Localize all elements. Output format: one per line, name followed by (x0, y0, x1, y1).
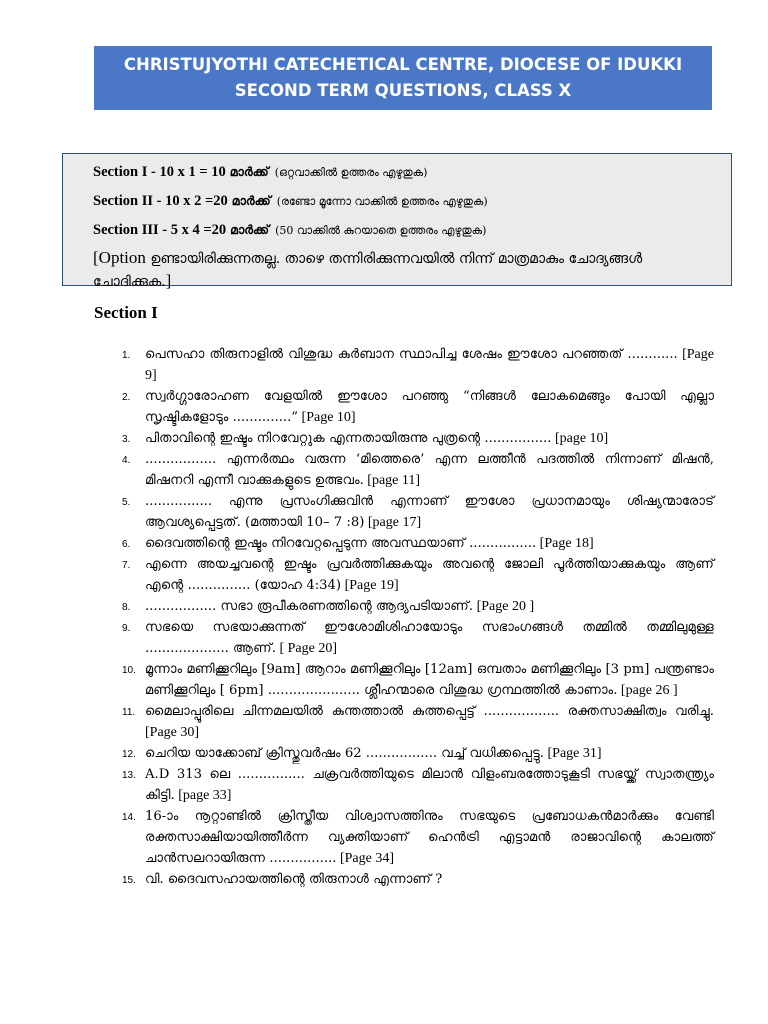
question-item: 6. ദൈവത്തിന്റെ ഇഷ്ടം നിറവേറ്റപ്പെടുന്ന അവസ്ഥയാണ് ................ [Page 18] (122, 536, 594, 551)
question-item: 8. ................. സഭാ രൂപീകരണത്തിന്റെ ആദ്യപടിയാണ്. [Page 20 ] (122, 599, 535, 614)
question-item: 13. A.D 313 ലെ ................ ചക്രവർത്തിയുടെ മിലാൻ വിളംബരത്തോടുകൂടി സഭയ്ക്ക് സ്വാതന്ത്ര്യം കിട്ടി. [page 33] (122, 767, 714, 803)
question-item: 4. ................. എന്നർത്ഥം വരുന്ന ‘മിത്തെരെ’ എന്ന ലത്തീൻ പദത്തിൽ നിന്നാണ് മിഷൻ, മിഷനറി എന്നീ വാക്കുകളുടെ ഉത്ഭവം. [page 11] (122, 452, 714, 488)
marks-row-section-3: Section III - 5 x 4 =20 മാർക്ക് (50 വാക്കിൽ കുറയാതെ ഉത്തരം എഴുതുക) (93, 222, 487, 238)
question-item: 15. വി. ദൈവസഹായത്തിന്റെ തിരുനാൾ എന്നാണ് ? (122, 872, 443, 887)
marks-row-section-2: Section II - 10 x 2 =20 മാർക്ക് (രണ്ടോ മൂന്നോ വാക്കിൽ ഉത്തരം എഴുതുക) (93, 193, 488, 209)
section-title: Section I (94, 303, 158, 322)
question-item: 9. സഭയെ സഭയാക്കുന്നത് ഈശോമിശിഹായോടും സഭാംഗങ്ങൾ തമ്മിൽ തമ്മിലുമുള്ള .................... ആണ്. [ Page 20] (122, 620, 714, 656)
question-item: 7. എന്നെ അയച്ചവന്റെ ഇഷ്ടം പ്രവർത്തിക്കുകയും അവന്റെ ജോലി പൂർത്തിയാക്കുകയും ആണ് എന്റെ ............... (യോഹ 4:34) [Page 19] (122, 557, 714, 593)
option-note: [Option ഉണ്ടായിരിക്കുന്നതല്ല. താഴെ തന്നിരിക്കുന്നവയിൽ നിന്ന് മാത്രമാകും ചോദ്യങ്ങൾ ചോദിക്കുക.] (93, 248, 643, 290)
question-item: 5. ................ എന്നു പ്രസംഗിക്കുവിൻ എന്നാണ് ഈശോ പ്രധാനമായും ശിഷ്യന്മാരോട് ആവശ്യപ്പെട്ടത്. (മത്തായി 10– 7 :8) [page 17] (122, 494, 714, 530)
question-item: 12. ചെറിയ യാക്കോബ് ക്രിസ്തുവർഷം 62 ................. വച്ച് വധിക്കപ്പെട്ടു. [Page 31] (122, 746, 602, 761)
header-line-2: SECOND TERM QUESTIONS, CLASS X (234, 81, 572, 100)
question-item: 10. മൂന്നാം മണിക്കൂറിലും [9am] ആറാം മണിക്കൂറിലും [12am] ഒമ്പതാം മണിക്കൂറിലും [3 pm] പന്ത്രണ്ടാം മണിക്കൂറിലും [ 6pm] ...................... ശ്ലീഹന്മാരെ വിശുദ്ധ ഗ്രന്ഥത്തിൽ കാണാം. [page 26 ] (122, 662, 714, 698)
document-header (94, 46, 712, 110)
marks-row-section-1: Section I - 10 x 1 = 10 മാർക്ക് (ഒറ്റവാക്കിൽ ഉത്തരം എഴുതുക) (93, 164, 428, 180)
question-item: 11. മൈലാപ്പൂരിലെ ചിന്നമലയിൽ കുന്തത്താൽ കുത്തപ്പെട്ട് .................. രക്തസാക്ഷിത്വം വരിച്ചു. [Page 30] (122, 704, 714, 740)
question-list (94, 344, 714, 890)
question-item: 14. 16-ാം നൂറ്റാണ്ടിൽ ക്രിസ്തീയ വിശ്വാസത്തിനും സഭയുടെ പ്രബോധകൻമാർക്കും വേണ്ടി രക്തസാക്ഷിയായിത്തീർന്ന വ്യക്തിയാണ് ഹെൻട്രി എട്ടാമൻ രാജാവിന്റെ കാലത്ത് ചാൻസലറായിരുന്ന ................ [Page 34] (122, 809, 714, 866)
question-item: 3. പിതാവിന്റെ ഇഷ്ടം നിറവേറ്റുക എന്നതായിരുന്നു പുത്രന്റെ ................ [page 10] (122, 431, 609, 446)
header-line-1: CHRISTUJYOTHI CATECHETICAL CENTRE, DIOCESE OF IDUKKI (123, 55, 683, 74)
question-item: 2. സ്വർഗ്ഗാരോഹണ വേളയിൽ ഈശോ പറഞ്ഞു “നിങ്ങൾ ലോകമെങ്ങും പോയി എല്ലാ സൃഷ്ടികളോടും ..............” [Page 10] (122, 389, 714, 425)
marks-scheme-box (62, 153, 732, 290)
question-item: 1. പെസഹാ തിരുനാളിൽ വിശുദ്ധ കുർബാന സ്ഥാപിച്ച ശേഷം ഈശോ പറഞ്ഞത് ............ [Page 9] (122, 347, 714, 383)
